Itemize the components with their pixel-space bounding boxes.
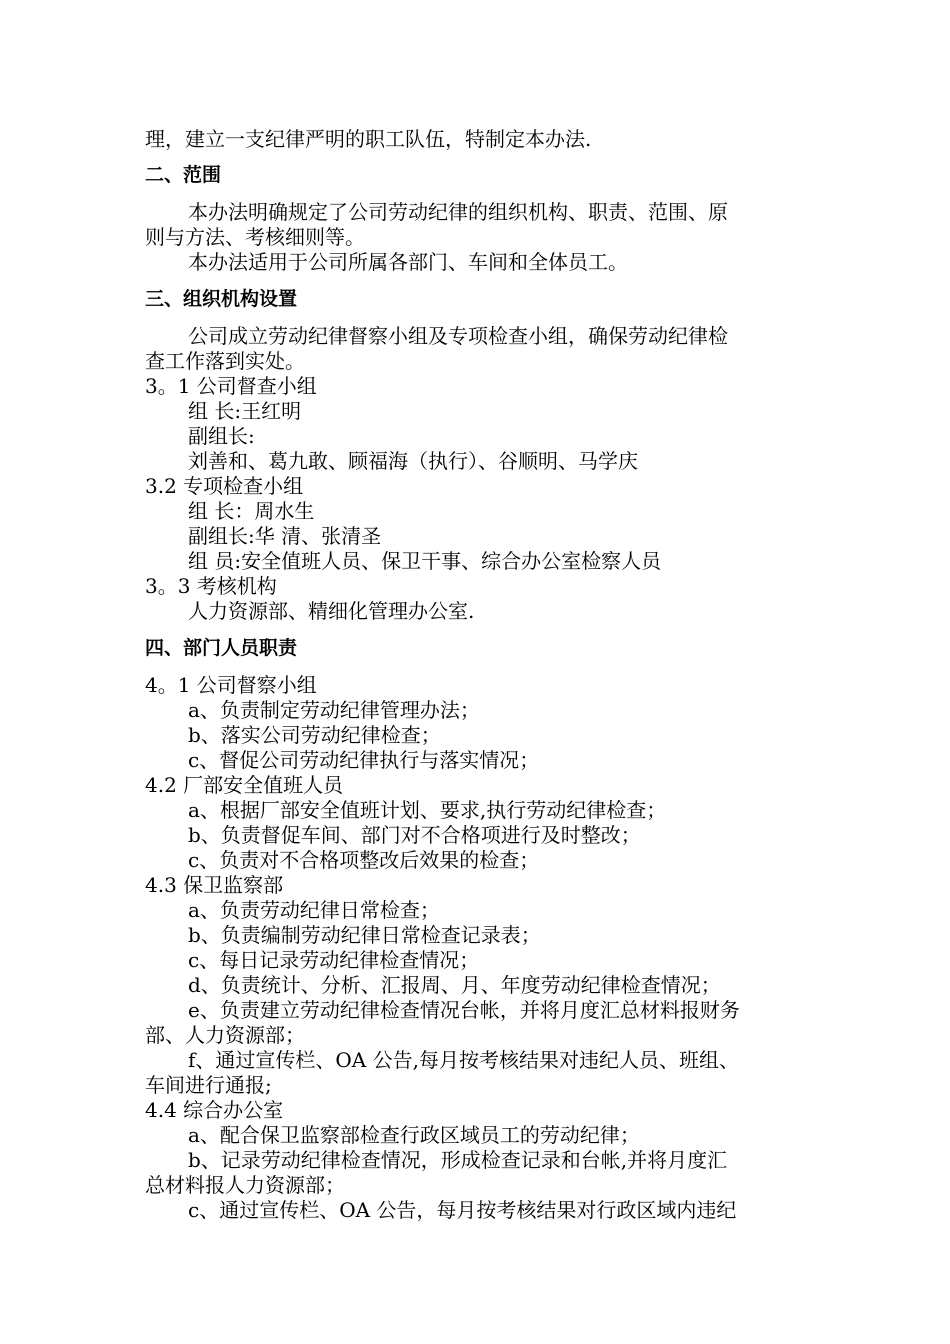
text-line: 副组长: [188, 424, 255, 448]
text-line: 本办法明确规定了公司劳动纪律的组织机构、职责、范围、原 [188, 200, 728, 224]
subsection-heading: 4。1 公司督察小组 [145, 673, 317, 697]
list-item: a、配合保卫监察部检查行政区域员工的劳动纪律； [188, 1123, 640, 1147]
text-line: 人力资源部、精细化管理办公室. [188, 599, 475, 623]
subsection-heading: 4.2 厂部安全值班人员 [145, 773, 344, 797]
text-line: 组 长：周水生 [188, 499, 315, 523]
list-item: c、督促公司劳动纪律执行与落实情况； [188, 748, 540, 772]
text-line: 本办法适用于公司所属各部门、车间和全体员工。 [188, 250, 628, 274]
text-line: 副组长:华 清、张清圣 [188, 524, 382, 548]
list-item: c、每日记录劳动纪律检查情况； [188, 948, 480, 972]
list-item: b、落实公司劳动纪律检查； [188, 723, 441, 747]
section-heading-duties: 四、部门人员职责 [145, 637, 298, 659]
list-item: e、负责建立劳动纪律检查情况台帐，并将月度汇总材料报财务 [188, 998, 740, 1022]
subsection-heading: 4.4 综合办公室 [145, 1098, 284, 1122]
list-item: f、通过宣传栏、OA 公告,每月按考核结果对违纪人员、班组、 [188, 1048, 739, 1072]
list-item: b、负责编制劳动纪律日常检查记录表； [188, 923, 541, 947]
subsection-heading: 3。3 考核机构 [145, 574, 277, 598]
list-item: a、负责制定劳动纪律管理办法； [188, 698, 480, 722]
section-heading-scope: 二、范围 [145, 164, 222, 186]
text-line: 则与方法、考核细则等。 [145, 225, 365, 249]
list-item: b、记录劳动纪律检查情况，形成检查记录和台帐,并将月度汇 [188, 1148, 728, 1172]
text-line: 查工作落到实处。 [145, 349, 305, 373]
list-item: a、负责劳动纪律日常检查； [188, 898, 440, 922]
text-line: 公司成立劳动纪律督察小组及专项检查小组，确保劳动纪律检 [188, 324, 728, 348]
list-item: d、负责统计、分析、汇报周、月、年度劳动纪律检查情况； [188, 973, 721, 997]
list-item-continuation: 车间进行通报; [145, 1073, 272, 1097]
section-heading-organization: 三、组织机构设置 [145, 288, 298, 310]
list-item-continuation: 部、人力资源部； [145, 1023, 305, 1047]
list-item-continuation: 总材料报人力资源部； [145, 1173, 345, 1197]
subsection-heading: 3。1 公司督查小组 [145, 374, 317, 398]
subsection-heading: 3.2 专项检查小组 [145, 474, 304, 498]
text-line: 刘善和、葛九敢、顾福海（执行）、谷顺明、马学庆 [188, 449, 638, 473]
text-line: 组 员:安全值班人员、保卫干事、综合办公室检察人员 [188, 549, 662, 573]
text-line: 组 长:王红明 [188, 399, 302, 423]
text-line: 理，建立一支纪律严明的职工队伍，特制定本办法. [145, 127, 592, 151]
list-item: b、负责督促车间、部门对不合格项进行及时整改； [188, 823, 641, 847]
list-item: a、根据厂部安全值班计划、要求,执行劳动纪律检查； [188, 798, 667, 822]
list-item: c、负责对不合格项整改后效果的检查； [188, 848, 540, 872]
list-item: c、通过宣传栏、OA 公告，每月按考核结果对行政区域内违纪 [188, 1198, 737, 1222]
subsection-heading: 4.3 保卫监察部 [145, 873, 284, 897]
